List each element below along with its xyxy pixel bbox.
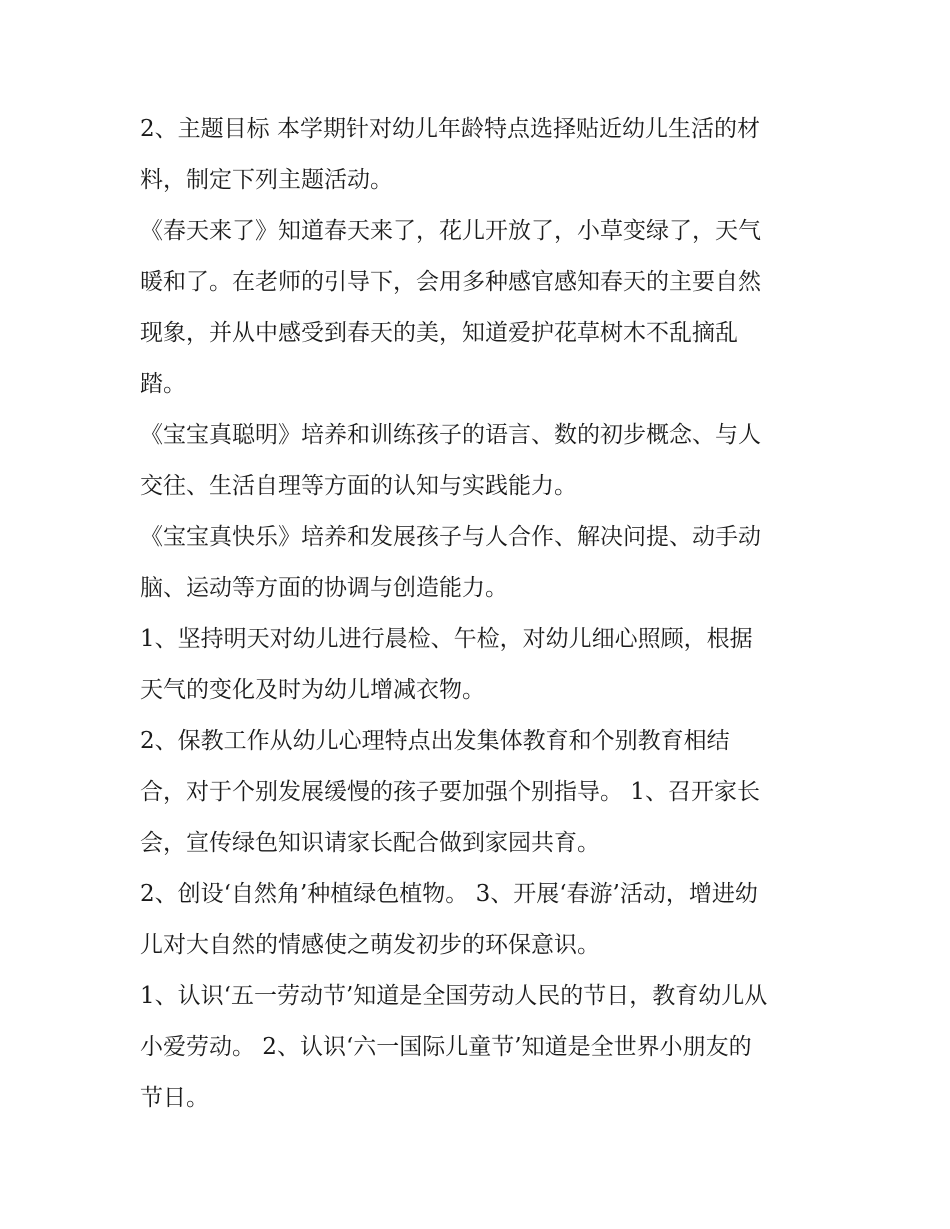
- text-line: 踏。: [140, 371, 186, 397]
- text-line: 2、主题目标 本学期针对幼儿年龄特点选择贴近幼儿生活的材: [140, 116, 760, 142]
- text-line: 现象，并从中感受到春天的美，知道爱护花草树木不乱摘乱: [140, 320, 738, 346]
- text-line: 1、坚持明天对幼儿进行晨检、午检，对幼儿细心照顾，根据: [140, 626, 753, 652]
- text-line: 儿对大自然的情感使之萌发初步的环保意识。: [140, 932, 600, 958]
- paragraph-smart-baby: [140, 410, 830, 512]
- document-body: [140, 104, 830, 1124]
- text-line: 料，制定下列主题活动。: [140, 167, 393, 193]
- paragraph-holidays: [140, 971, 830, 1124]
- text-line: 交往、生活自理等方面的认知与实践能力。: [140, 473, 577, 499]
- text-line: 天气的变化及时为幼儿增减衣物。: [140, 677, 485, 703]
- text-line: 节日。: [140, 1085, 209, 1111]
- text-line: 合，对于个别发展缓慢的孩子要加强个别指导。 1、召开家长: [140, 779, 760, 805]
- paragraph-nature-corner: [140, 869, 830, 971]
- text-line: 脑、运动等方面的协调与创造能力。: [140, 575, 508, 601]
- text-line: 《春天来了》知道春天来了，花儿开放了，小草变绿了，天气: [140, 218, 761, 244]
- text-line: 暖和了。在老师的引导下，会用多种感官感知春天的主要自然: [140, 269, 761, 295]
- text-line: 1、认识‘五一劳动节’知道是全国劳动人民的节日，教育幼儿从: [140, 983, 768, 1009]
- text-line: 《宝宝真快乐》培养和发展孩子与人合作、解决问提、动手动: [140, 524, 761, 550]
- paragraph-happy-baby: [140, 512, 830, 614]
- paragraph-theme-goal: [140, 104, 830, 206]
- text-line: 2、保教工作从幼儿心理特点出发集体教育和个别教育相结: [140, 728, 730, 754]
- paragraph-education: [140, 716, 830, 869]
- paragraph-health-check: [140, 614, 830, 716]
- text-line: 小爱劳动。 2、认识‘六一国际儿童节’知道是全世界小朋友的: [140, 1034, 752, 1060]
- text-line: 会，宣传绿色知识请家长配合做到家园共育。: [140, 830, 600, 856]
- paragraph-spring: [140, 206, 830, 410]
- text-line: 2、创设‘自然角’种植绿色植物。 3、开展‘春游’活动，增进幼: [140, 881, 758, 907]
- text-line: 《宝宝真聪明》培养和训练孩子的语言、数的初步概念、与人: [140, 422, 761, 448]
